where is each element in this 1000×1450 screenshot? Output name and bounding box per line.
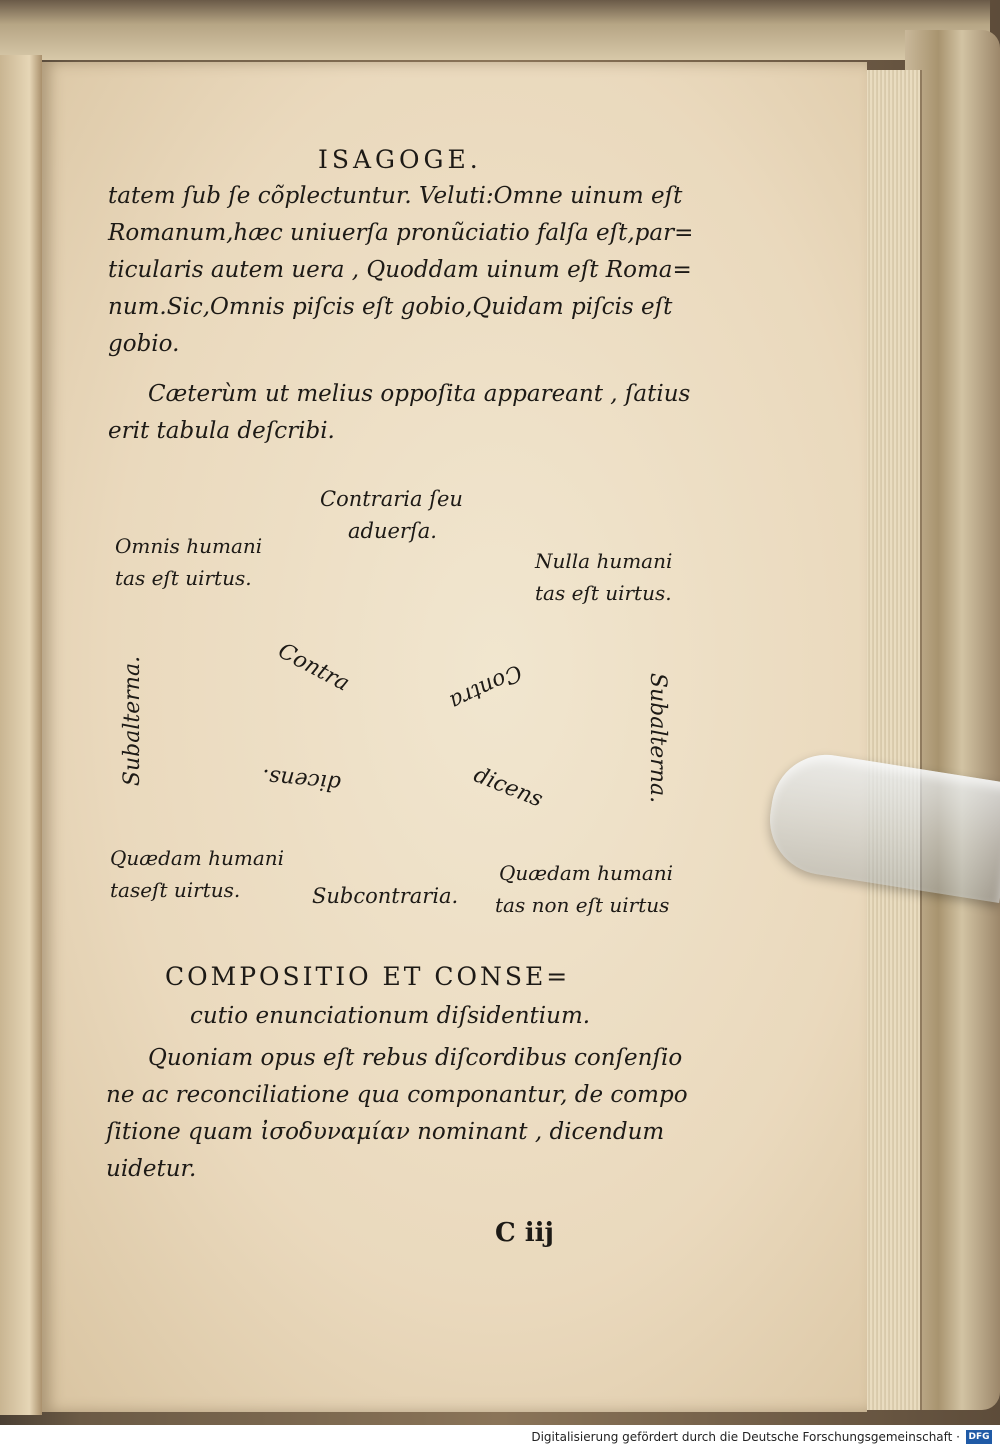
text-line: Cæterùm ut melius oppoſita appareant , ſatius: [148, 381, 691, 407]
text-line: aduerſa.: [348, 519, 437, 543]
text-line: Nulla humani: [535, 549, 673, 573]
text-line: taseſt uirtus.: [110, 878, 241, 902]
text-line: tas eſt uirtus.: [115, 566, 252, 590]
text-line: gobio.: [108, 331, 180, 357]
text-line: erit tabula deſcribi.: [108, 418, 335, 444]
footer-bar: [0, 1425, 1000, 1450]
dicens-right: dicens: [470, 762, 547, 813]
proposition-top-right: [535, 545, 672, 609]
text-line: num.Sic,Omnis piſcis eſt gobio,Quidam piſcis eſt: [108, 294, 673, 320]
text-line: ne ac reconciliatione qua componantur, de compo: [106, 1082, 688, 1108]
left-page-edge: [0, 55, 42, 1415]
dfg-logo: DFG: [966, 1430, 992, 1444]
page-stack-edges: [862, 70, 922, 1410]
proposition-top-left: [115, 530, 262, 594]
text-line: Quoniam opus eſt rebus diſcordibus conſenſio: [148, 1045, 683, 1071]
subcontraria-label: Subcontraria.: [312, 884, 459, 908]
contraria-label: [320, 483, 463, 547]
book-cover-top: [0, 0, 990, 60]
funding-credit: Digitalisierung gefördert durch die Deutsche Forschungsgemeinschaft ·: [531, 1430, 960, 1444]
text-line: Quædam humani: [499, 861, 674, 885]
subalterna-right: Subalterna.: [645, 672, 671, 804]
text-line: Omnis humani: [115, 534, 263, 558]
text-line: tas eſt uirtus.: [535, 581, 672, 605]
proposition-bottom-right: [495, 857, 673, 921]
signature-mark: C iij: [495, 1218, 554, 1248]
section-subheading: cutio enunciationum diſsidentium.: [190, 1003, 591, 1029]
text-line: Quædam humani: [110, 846, 285, 870]
text-line: ſitione quam ἰσοδυναμίαν nominant , dicendum: [106, 1119, 665, 1145]
proposition-bottom-left: [110, 842, 284, 906]
text-line: tas non eſt uirtus: [495, 893, 670, 917]
running-head: ISAGOGE.: [318, 145, 482, 174]
dicens-left: dicens.: [261, 763, 342, 796]
text-line: Contraria ſeu: [320, 487, 463, 511]
subalterna-left: Subalterna.: [120, 655, 146, 787]
text-line: Romanum,hæc uniuerſa pronũciatio falſa eſt,par=: [108, 220, 694, 246]
text-line: uidetur.: [106, 1156, 197, 1182]
contra-right: Contra: [445, 658, 526, 714]
section-heading: COMPOSITIO ET CONSE=: [165, 962, 571, 991]
text-line: ticularis autem uera , Quoddam uinum eſt Roma=: [108, 257, 692, 283]
text-line: tatem ſub ſe cõplectuntur. Veluti:Omne uinum eſt: [108, 183, 683, 209]
contra-left: Contra: [273, 638, 354, 697]
